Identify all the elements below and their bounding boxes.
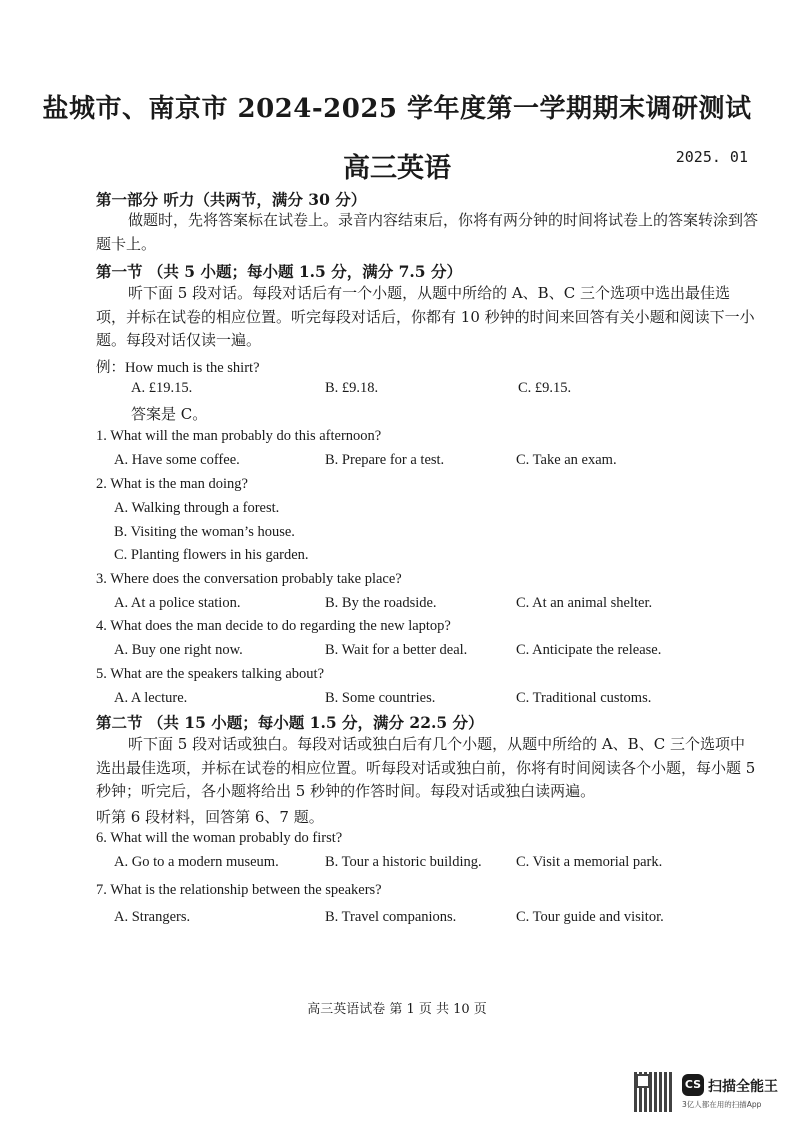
example-option-c: C. £9.15. [518,380,572,396]
section1-instructions: 听下面 5 段对话。每段对话后有一个小题，从题中所给的 A、B、C 三个选项中选出最佳选项，并标在试卷的相应位置。听完每段对话后，你都有 10 秒钟的时间来回答有关小题和阅读下一小题。每段对话仅读一遍。 [96,284,755,349]
question-5: 5. What are the speakers talking about? [96,666,325,682]
q3-option-c[interactable]: C. At an animal shelter. [516,595,653,611]
q7-option-a[interactable]: A. Strangers. [114,909,191,925]
section2-heading: 第二节 （共 15 小题；每小题 1.5 分，满分 22.5 分） [96,713,484,732]
section2-instructions: 听下面 5 段对话或独白。每段对话或独白后有几个小题，从题中所给的 A、B、C 三个选项中选出最佳选项，并标在试卷的相应位置。听每段对话或独白前，你将有时间阅读各个小题，每小题 5 秒钟；听完后，各小题将给出 5 秒钟的作答时间。每段对话或独白读两遍。 [96,735,756,800]
camscanner-watermark [634,1072,784,1112]
example-answer: 答案是 C。 [131,405,208,423]
q7-option-b[interactable]: B. Travel companions. [325,909,457,925]
question-6: 6. What will the woman probably do first? [96,830,343,846]
q2-option-a[interactable]: A. Walking through a forest. [114,500,280,516]
q6-option-b[interactable]: B. Tour a historic building. [325,854,482,870]
page-footer: 高三英语试卷 第 1 页 共 10 页 [307,1002,487,1017]
exam-title: 盐城市、南京市 2024-2025 学年度第一学期期末调研测试 [42,94,752,124]
q3-option-b[interactable]: B. By the roadside. [325,595,437,611]
q2-option-b[interactable]: B. Visiting the woman’s house. [114,524,295,540]
q4-option-c[interactable]: C. Anticipate the release. [516,642,662,658]
q3-option-a[interactable]: A. At a police station. [114,595,241,611]
q5-option-b[interactable]: B. Some countries. [325,690,436,706]
camscanner-name: 扫描全能王 [708,1079,778,1095]
q1-option-a[interactable]: A. Have some coffee. [114,452,240,468]
q4-option-a[interactable]: A. Buy one right now. [114,642,243,658]
question-7: 7. What is the relationship between the speakers? [96,882,382,898]
question-4: 4. What does the man decide to do regarding the new laptop? [96,618,451,634]
q6-option-c[interactable]: C. Visit a memorial park. [516,854,663,870]
exam-date: 2025. 01 [675,148,748,166]
q1-option-b[interactable]: B. Prepare for a test. [325,452,445,468]
q4-option-b[interactable]: B. Wait for a better deal. [325,642,468,658]
question-1: 1. What will the man probably do this afternoon? [96,428,382,444]
part1-intro: 做题时，先将答案标在试卷上。录音内容结束后，你将有两分钟的时间将试卷上的答案转涂到答题卡上。 [96,211,759,253]
q5-option-a[interactable]: A. A lecture. [114,690,188,706]
q2-option-c[interactable]: C. Planting flowers in his garden. [114,547,309,563]
example-question: 例：How much is the shirt? [96,360,260,376]
qr-code-icon [634,1072,674,1112]
question-2: 2. What is the man doing? [96,476,248,492]
question-3: 3. Where does the conversation probably take place? [96,571,402,587]
material-6-note: 听第 6 段材料，回答第 6、7 题。 [96,808,324,826]
camscanner-logo-icon: CS [682,1074,704,1096]
camscanner-tagline: 3亿人都在用的扫描App [682,1100,762,1109]
q5-option-c[interactable]: C. Traditional customs. [516,690,652,706]
q6-option-a[interactable]: A. Go to a modern museum. [114,854,279,870]
part1-heading: 第一部分 听力（共两节，满分 30 分） [96,190,367,209]
example-option-a: A. £19.15. [131,380,193,396]
q7-option-c[interactable]: C. Tour guide and visitor. [516,909,664,925]
exam-subtitle: 高三英语 [343,153,451,184]
example-option-b: B. £9.18. [325,380,379,396]
q1-option-c[interactable]: C. Take an exam. [516,452,617,468]
section1-heading: 第一节 （共 5 小题；每小题 1.5 分，满分 7.5 分） [96,262,462,281]
